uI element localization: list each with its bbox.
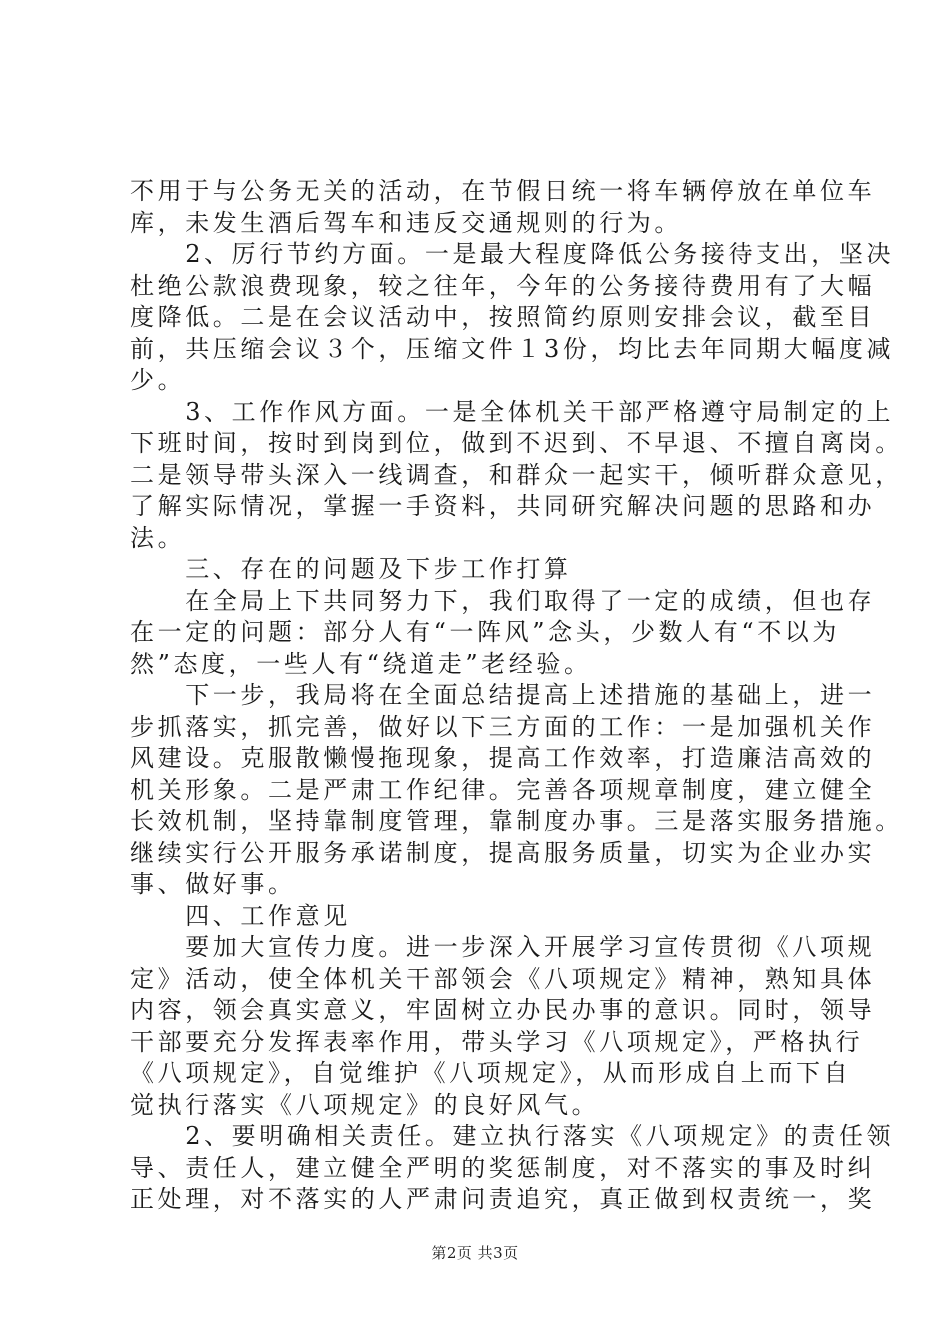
text-line: 继续实行公开服务承诺制度，提高服务质量，切实为企业办实: [130, 839, 876, 867]
text-line: 二是领导带头深入一线调查，和群众一起实干，倾听群众意见，: [130, 461, 903, 489]
text-line: 正处理，对不落实的人严肃问责追究，真正做到权责统一，奖: [130, 1185, 876, 1213]
text-line: 2、厉行节约方面。一是最大程度降低公务接待支出，坚决: [130, 240, 895, 268]
text-line: 内容，领会真实意义，牢固树立办民办事的意识。同时，领导: [130, 996, 876, 1024]
text-line: 事、做好事。: [130, 870, 296, 898]
text-line: 下一步，我局将在全面总结提高上述措施的基础上，进一: [130, 681, 876, 709]
text-line: 然”态度，一些人有“绕道走”老经验。: [130, 650, 592, 678]
text-line: 步抓落实，抓完善，做好以下三方面的工作：一是加强机关作: [130, 713, 876, 741]
page-number-footer: 第2页 共3页: [431, 1244, 519, 1262]
text-line: 不用于与公务无关的活动，在节假日统一将车辆停放在单位车: [130, 177, 876, 205]
text-line: 导、责任人，建立健全严明的奖惩制度，对不落实的事及时纠: [130, 1154, 876, 1182]
text-line: 要加大宣传力度。进一步深入开展学习宣传贯彻《八项规: [130, 933, 876, 961]
text-line: 在一定的问题：部分人有“一阵风”念头，少数人有“不以为: [130, 618, 841, 646]
text-line: 定》活动，使全体机关干部领会《八项规定》精神，熟知具体: [130, 965, 876, 993]
section-heading: 三、存在的问题及下步工作打算: [130, 555, 572, 583]
text-line: 库，未发生酒后驾车和违反交通规则的行为。: [130, 209, 682, 237]
text-line: 度降低。二是在会议活动中，按照简约原则安排会议，截至目: [130, 303, 876, 331]
text-line: 下班时间，按时到岗到位，做到不迟到、不早退、不擅自离岗。: [130, 429, 903, 457]
text-line: 3、工作作风方面。一是全体机关干部严格遵守局制定的上: [130, 398, 895, 426]
text-line: 长效机制，坚持靠制度管理，靠制度办事。三是落实服务措施。: [130, 807, 903, 835]
text-line: 了解实际情况，掌握一手资料，共同研究解决问题的思路和办: [130, 492, 876, 520]
text-line: 杜绝公款浪费现象，较之往年，今年的公务接待费用有了大幅: [130, 272, 876, 300]
text-line: 少。: [130, 366, 186, 394]
text-line: 干部要充分发挥表率作用，带头学习《八项规定》，严格执行: [130, 1028, 864, 1056]
section-heading: 四、工作意见: [130, 902, 351, 930]
text-line: 前，共压缩会议３个，压缩文件１3份，均比去年同期大幅度减: [130, 335, 895, 363]
text-line: 在全局上下共同努力下，我们取得了一定的成绩，但也存: [130, 587, 876, 615]
text-line: 2、要明确相关责任。建立执行落实《八项规定》的责任领: [130, 1122, 895, 1150]
text-line: 机关形象。二是严肃工作纪律。完善各项规章制度，建立健全: [130, 776, 876, 804]
text-line: 《八项规定》，自觉维护《八项规定》，从而形成自上而下自: [130, 1059, 852, 1087]
text-line: 法。: [130, 524, 186, 552]
text-line: 觉执行落实《八项规定》的良好风气。: [130, 1091, 600, 1119]
text-line: 风建设。克服散懒慢拖现象，提高工作效率，打造廉洁高效的: [130, 744, 876, 772]
